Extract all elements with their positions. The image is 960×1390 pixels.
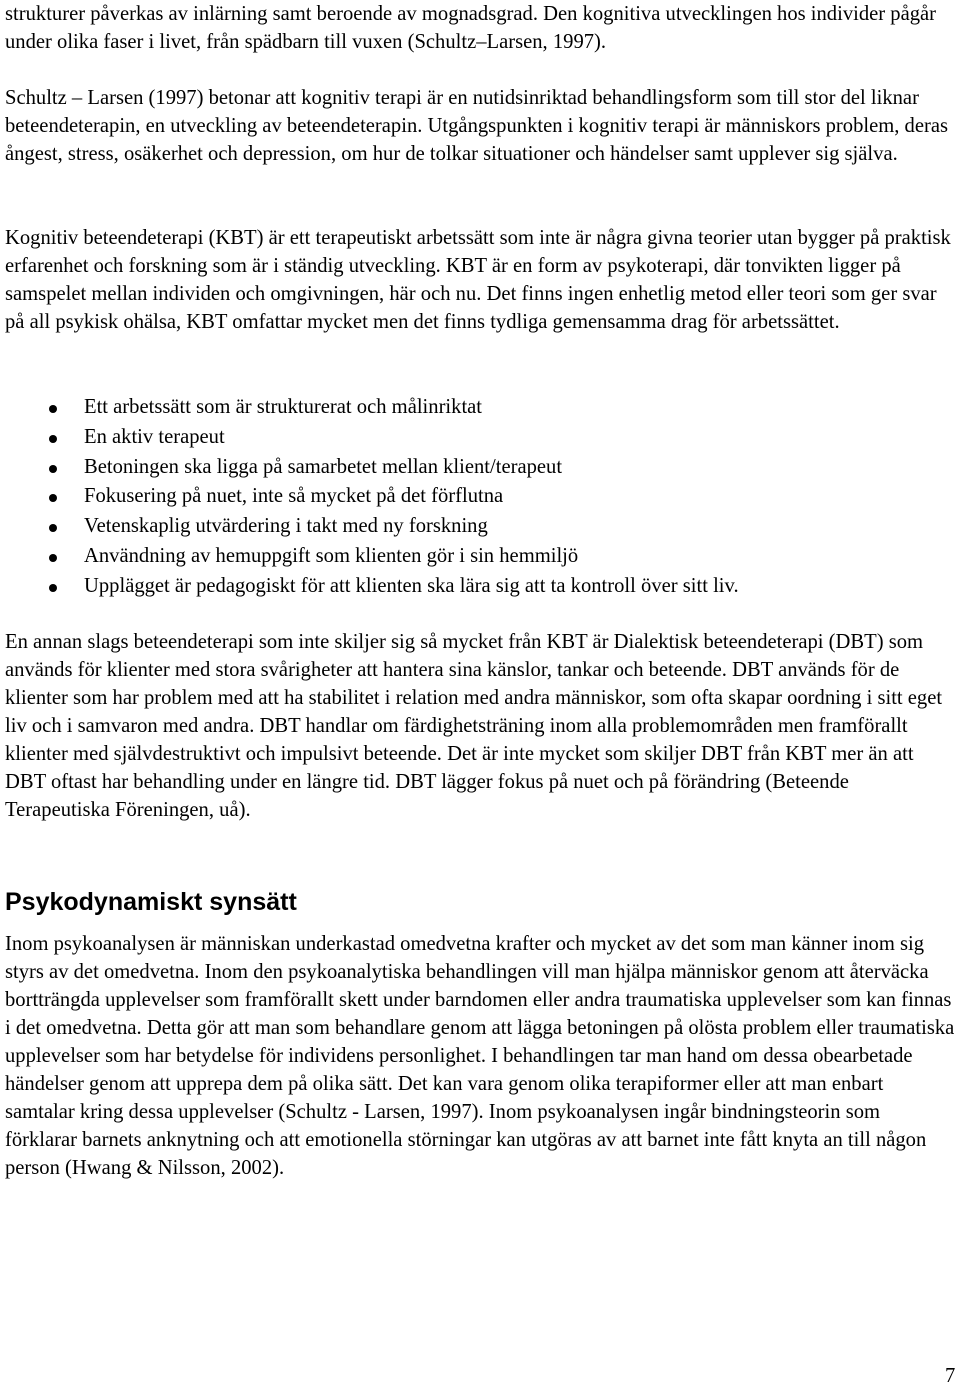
list-item-text: En aktiv terapeut xyxy=(84,425,225,448)
paragraph-psykodynamiskt: Inom psykoanalysen är människan underkastad omedvetna krafter och mycket av det som man känner inom sig styrs av det omedvetna. Inom den psykoanalytiska behandlingen vill man hjälpa människor genom att återväcka bortträngda upplevelser som framförallt skett under barndomen eller andra traumatiska upplevelser som kan finnas i det omedvetna. Detta gör att man som behandlare genom att lägga betoningen på olösta problem eller traumatiska upplevelser som har betydelse för individens personlighet. I behandlingen tar man hand om dessa obearbetade händelser genom att upprepa dem på olika sätt. Det kan vara genom olika terapiformer eller att man enbart samtalar kring dessa upplevelser (Schultz - Larsen, 1997). Inom psykoanalysen ingår bindningsteorin som förklarar barnets anknytning och att emotionella störningar kan utgöras av att barnet inte fått knyta an till någon person (Hwang & Nilsson, 2002). xyxy=(5,933,955,1179)
list-item xyxy=(5,453,957,483)
list-item-text: Upplägget är pedagogiskt för att klienten ska lära sig att ta kontroll över sitt liv. xyxy=(84,574,739,597)
section-heading: Psykodynamiskt synsätt xyxy=(5,888,297,916)
paragraph-dbt: En annan slags beteendeterapi som inte skiljer sig så mycket från KBT är Dialektisk beteendeterapi (DBT) som används för klienter med stora svårigheter att hantera sina känslor, tankar och beteende. DBT används för de klienter som har problem med att ha stabilitet i relation med andra människor, som ofta skapar oordning i sitt eget liv och i samvaron med andra. DBT handlar om färdighetsträning inom alla problemområden men framförallt klienter med självdestruktivt och impulsivt beteende. Det är inte mycket som skiljer DBT från KBT mer än att DBT oftast har behandling under en längre tid. DBT lägger fokus på nuet och på förändring (Beteende Terapeutiska Föreningen, uå). xyxy=(5,631,943,821)
list-item-text: Fokusering på nuet, inte så mycket på det förflutna xyxy=(84,485,504,508)
list-item-text: Användning av hemuppgift som klienten gör i sin hemmiljö xyxy=(84,544,579,567)
list-item xyxy=(5,512,957,542)
kbt-characteristics-list xyxy=(5,393,957,602)
list-item xyxy=(5,572,957,602)
paragraph-kbt: Kognitiv beteendeterapi (KBT) är ett terapeutiskt arbetssätt som inte är några givna teorier utan bygger på praktisk erfarenhet och forskning som är i ständig utveckling. KBT är en form av psykoterapi, där tonvikten ligger på samspelet mellan individen och omgivningen, här och nu. Det finns ingen enhetlig metod eller teori som ger svar på all psykisk ohälsa, KBT omfattar mycket men det finns tydliga gemensamma drag för arbetssättet. xyxy=(5,227,951,333)
list-item-text: Betoningen ska ligga på samarbetet mellan klient/terapeut xyxy=(84,455,563,478)
list-item-text: Vetenskaplig utvärdering i takt med ny forskning xyxy=(84,515,488,538)
bullet-icon xyxy=(49,465,57,473)
bullet-icon xyxy=(49,405,57,413)
list-item xyxy=(5,393,957,423)
paragraph-schultz: Schultz – Larsen (1997) betonar att kognitiv terapi är en nutidsinriktad behandlingsform som till stor del liknar beteendeterapin, en utveckling av beteendeterapin. Utgångspunkten i kognitiv terapi är människors problem, deras ångest, stress, osäkerhet och depression, om hur de tolkar situationer och händelser samt upplever sig själva. xyxy=(5,87,948,165)
bullet-icon xyxy=(49,584,57,592)
list-item xyxy=(5,482,957,512)
bullet-icon xyxy=(49,554,57,562)
page-number: 7 xyxy=(945,1365,956,1387)
bullet-icon xyxy=(49,494,57,502)
bullet-icon xyxy=(49,524,57,532)
list-item xyxy=(5,423,957,453)
paragraph-intro: strukturer påverkas av inlärning samt beroende av mognadsgrad. Den kognitiva utvecklingen hos individer pågår under olika faser i livet, från spädbarn till vuxen (Schultz–Larsen, 1997). xyxy=(5,3,937,53)
list-item-text: Ett arbetssätt som är strukturerat och målinriktat xyxy=(84,396,483,418)
list-item xyxy=(5,542,957,572)
bullet-icon xyxy=(49,435,57,443)
